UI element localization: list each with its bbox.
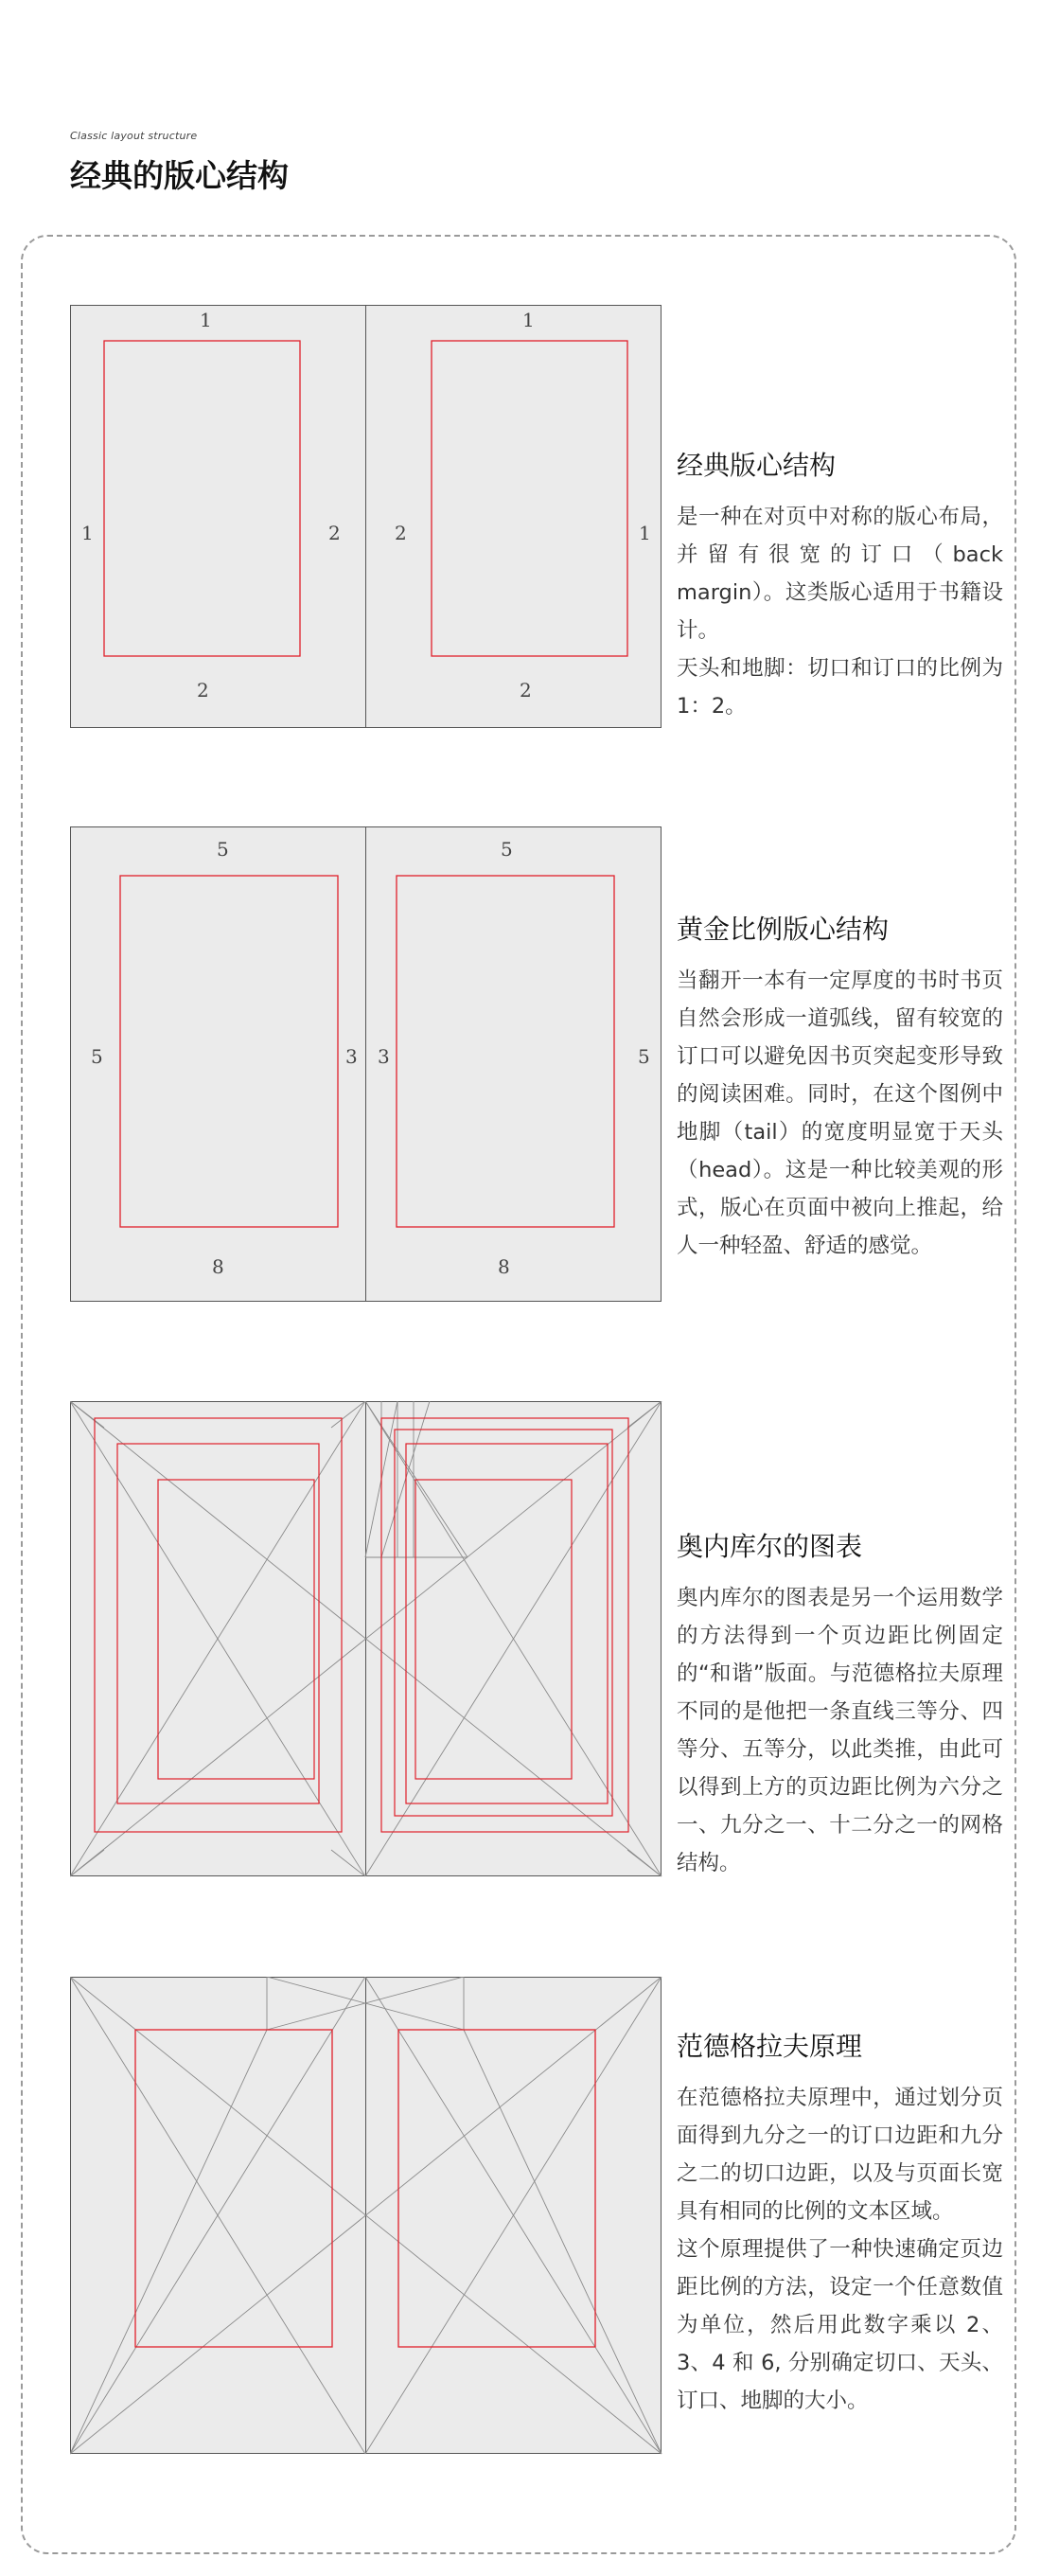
margin-label: 5 <box>501 838 513 861</box>
margin-label: 2 <box>395 522 407 544</box>
section-body: 是一种在对页中对称的版心布局，并留有很宽的订口（back margin）。这类版心适用于书籍设计。 <box>677 505 1003 643</box>
section-title: 范德格拉夫原理 <box>677 2031 863 2062</box>
section-title: 经典版心结构 <box>677 450 837 481</box>
margin-label: 1 <box>522 309 535 331</box>
margin-label: 1 <box>81 522 94 544</box>
margin-label: 2 <box>197 679 209 702</box>
section-classic <box>677 445 1003 725</box>
margin-label: 5 <box>217 838 229 861</box>
section-body: 在范德格拉夫原理中，通过划分页面得到九分之一的订口边距和九分之二的切口边距，以及与页面长宽具有相同的比例的文本区域。 <box>677 2086 1003 2224</box>
right-page <box>366 827 662 1302</box>
margin-label: 8 <box>498 1255 510 1278</box>
section-golden-ratio <box>677 909 1003 1265</box>
classic-spread-diagram <box>70 305 662 729</box>
section-van-de-graaf <box>677 2026 1003 2420</box>
section-body: 天头和地脚：切口和订口的比例为1：2。 <box>677 656 1003 719</box>
section-title: 黄金比例版心结构 <box>677 914 890 945</box>
section-body: 这个原理提供了一种快速确定页边距比例的方法，设定一个任意数值为单位，然后用此数字乘以 2、3、4 和 6, 分别确定切口、天头、订口、地脚的大小。 <box>677 2237 1003 2413</box>
section-body: 奥内库尔的图表是另一个运用数学的方法得到一个页边距比例固定的“和谐”版面。与范德格拉夫原理不同的是他把一条直线三等分、四等分、五等分，以此类推，由此可以得到上方的页边距比例为六分之一、九分之一、十二分之一的网格结构。 <box>677 1586 1003 1875</box>
margin-label: 5 <box>91 1045 103 1068</box>
header-subtitle: Classic layout structure <box>70 130 198 142</box>
margin-label: 5 <box>638 1045 650 1068</box>
honnecourt-spread-diagram <box>70 1401 662 1877</box>
page-title: 经典的版心结构 <box>70 157 289 194</box>
van-de-graaf-spread-diagram <box>70 1977 662 2455</box>
margin-label: 1 <box>639 522 651 544</box>
margin-label: 1 <box>200 309 212 331</box>
margin-label: 2 <box>520 679 532 702</box>
margin-label: 3 <box>378 1045 390 1068</box>
right-page <box>366 306 662 728</box>
margin-label: 3 <box>345 1045 358 1068</box>
section-honnecourt <box>677 1526 1003 1882</box>
section-title: 奥内库尔的图表 <box>677 1531 863 1562</box>
left-page <box>71 306 366 728</box>
margin-label: 8 <box>212 1255 224 1278</box>
margin-label: 2 <box>328 522 341 544</box>
golden-ratio-spread-diagram <box>70 826 662 1303</box>
section-body: 当翻开一本有一定厚度的书时书页自然会形成一道弧线，留有较宽的订口可以避免因书页突起变形导致的阅读困难。同时，在这个图例中地脚（tail）的宽度明显宽于天头（head）。这是一种比较美观的形式，版心在页面中被向上推起，给人一种轻盈、舒适的感觉。 <box>677 968 1003 1258</box>
left-page <box>71 827 366 1302</box>
